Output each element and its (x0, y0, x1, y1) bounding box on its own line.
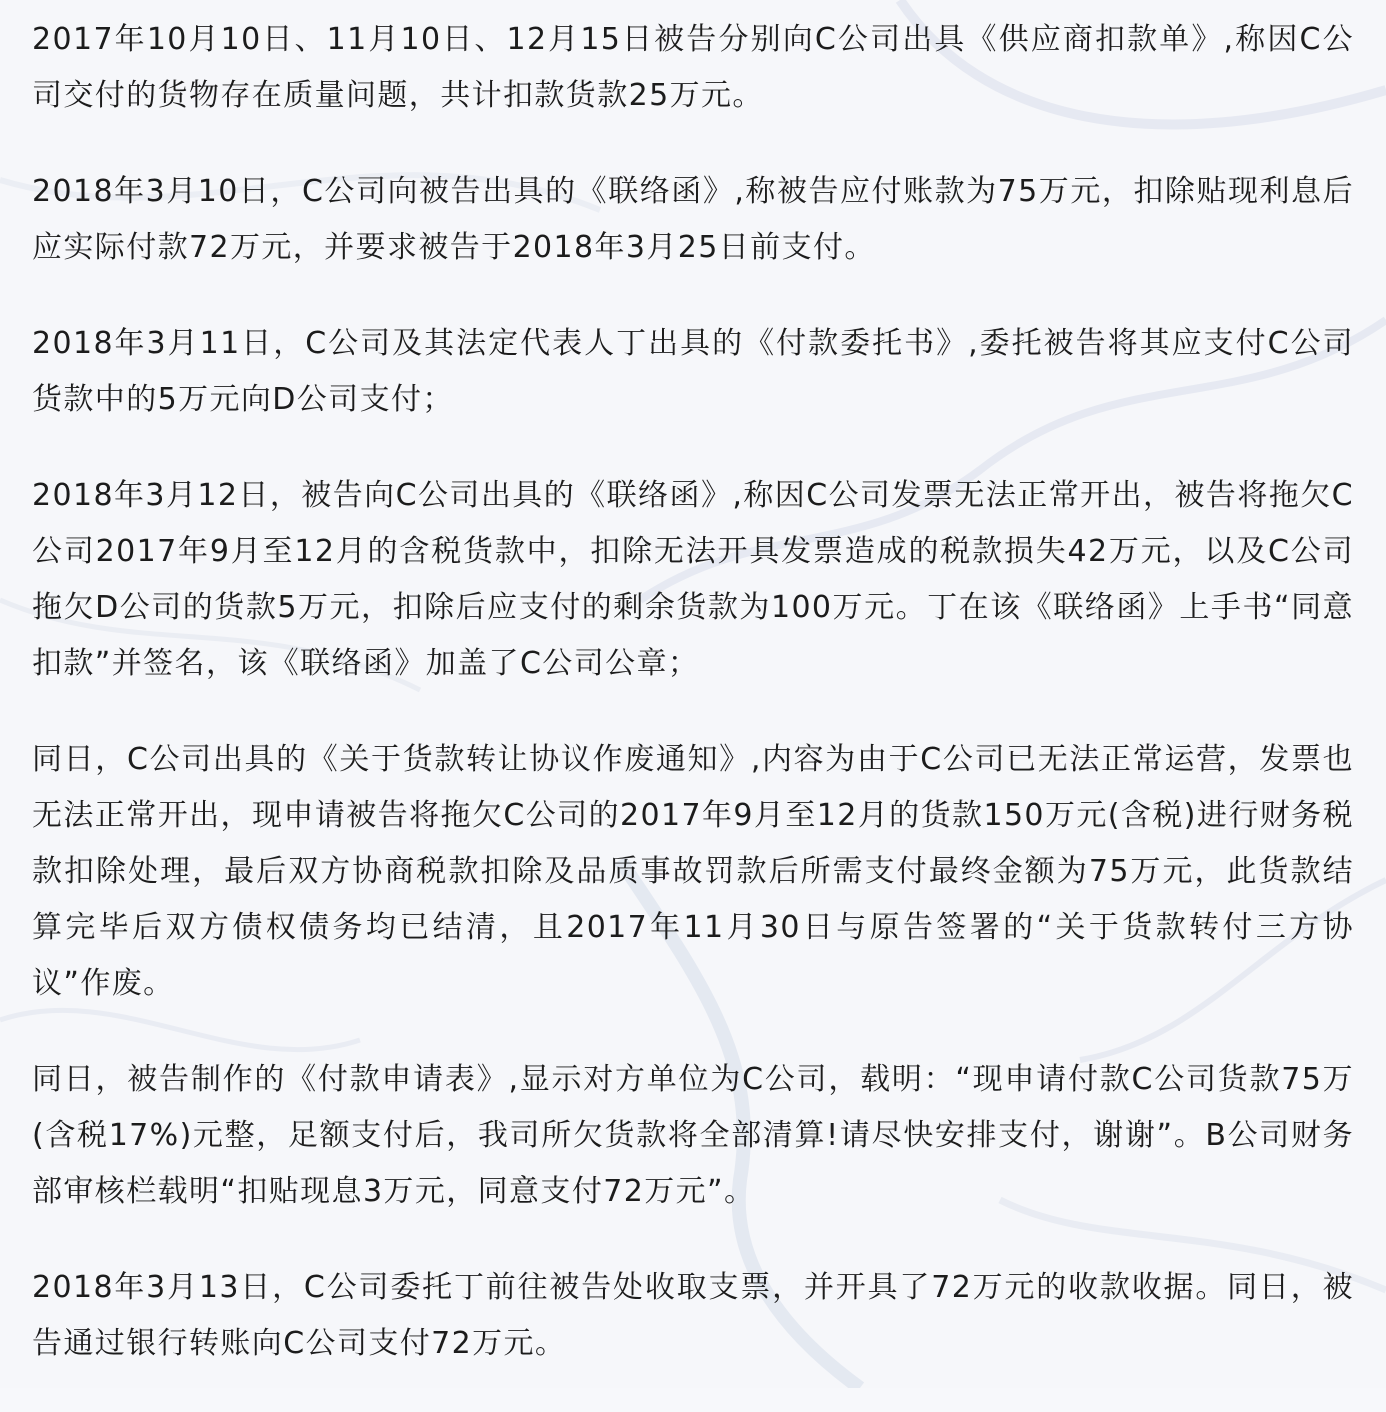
document-body (32, 12, 1354, 1412)
paragraph-6: 同日，被告制作的《付款申请表》,显示对方单位为C公司，载明：“现申请付款C公司货款75万(含税17%)元整，足额支付后，我司所欠货款将全部清算!请尽快安排支付，谢谢”。B公司财务部审核栏载明“扣贴现息3万元，同意支付72万元”。 (32, 1062, 1354, 1209)
paragraph-2: 2018年3月10日，C公司向被告出具的《联络函》,称被告应付账款为75万元，扣除贴现利息后应实际付款72万元，并要求被告于2018年3月25日前支付。 (32, 174, 1354, 265)
paragraph-4: 2018年3月12日，被告向C公司出具的《联络函》,称因C公司发票无法正常开出，被告将拖欠C公司2017年9月至12月的含税货款中，扣除无法开具发票造成的税款损失42万元，以及C公司拖欠D公司的货款5万元，扣除后应支付的剩余货款为100万元。丁在该《联络函》上手书“同意扣款”并签名，该《联络函》加盖了C公司公章； (32, 478, 1354, 681)
paragraph-1: 2017年10月10日、11月10日、12月15日被告分别向C公司出具《供应商扣款单》,称因C公司交付的货物存在质量问题，共计扣款货款25万元。 (32, 22, 1354, 113)
paragraph-5: 同日，C公司出具的《关于货款转让协议作废通知》,内容为由于C公司已无法正常运营，发票也无法正常开出，现申请被告将拖欠C公司的2017年9月至12月的货款150万元(含税)进行财务税款扣除处理，最后双方协商税款扣除及品质事故罚款后所需支付最终金额为75万元，此货款结算完毕后双方债权债务均已结清，且2017年11月30日与原告签署的“关于货款转付三方协议”作废。 (32, 742, 1354, 1001)
paragraph-7: 2018年3月13日，C公司委托丁前往被告处收取支票，并开具了72万元的收款收据。同日，被告通过银行转账向C公司支付72万元。 (32, 1270, 1354, 1361)
paragraph-3: 2018年3月11日，C公司及其法定代表人丁出具的《付款委托书》,委托被告将其应支付C公司货款中的5万元向D公司支付； (32, 326, 1354, 417)
